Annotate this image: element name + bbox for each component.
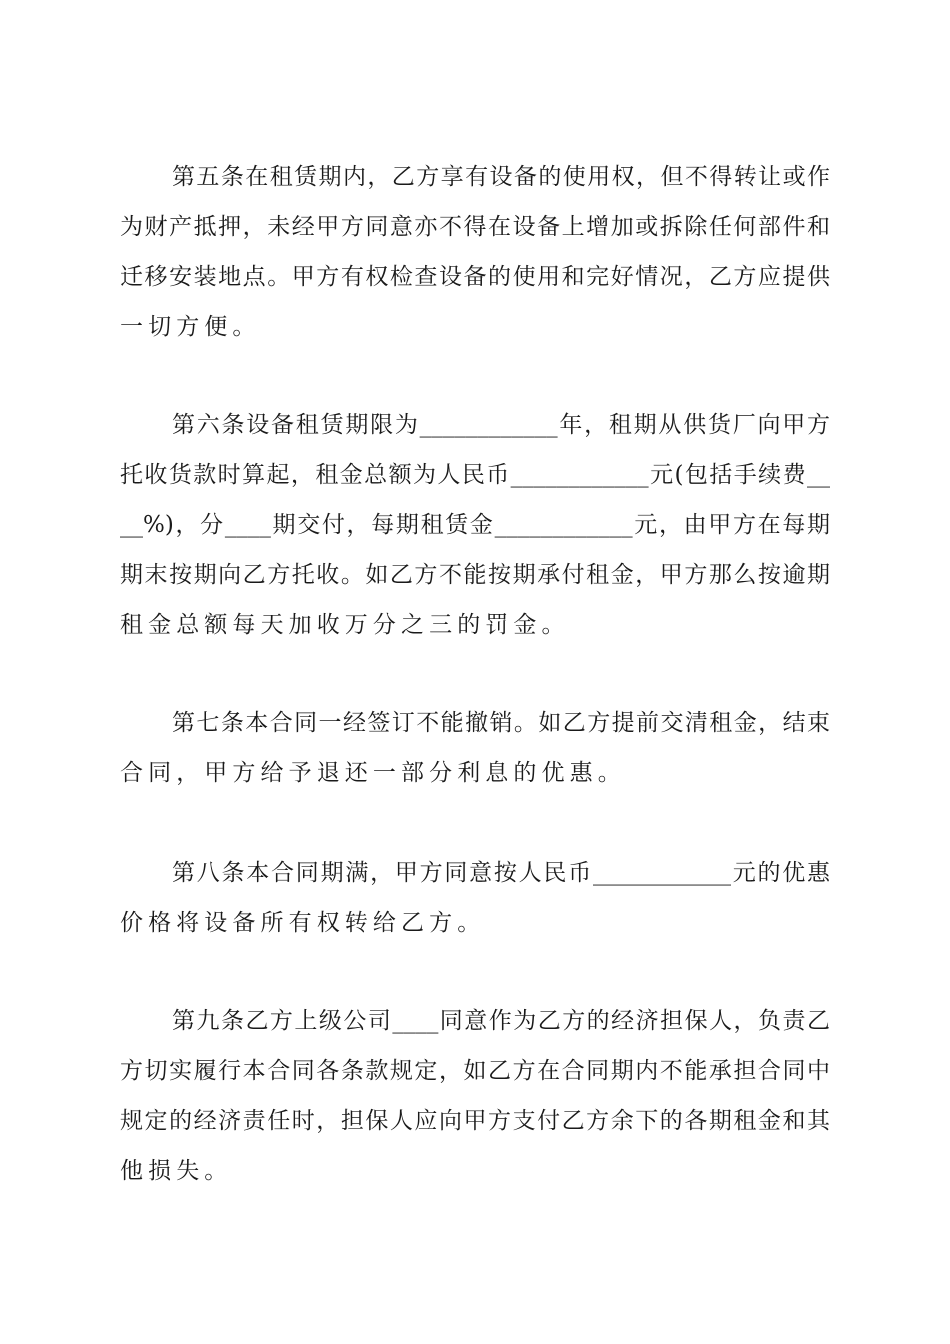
article-5-line-2: 为财产抵押，未经甲方同意亦不得在设备上增加或拆除任何部件和: [120, 214, 830, 240]
article-9-line-3: 规定的经济责任时，担保人应向甲方支付乙方余下的各期租金和其: [120, 1108, 830, 1134]
article-6-line-5: 租金总额每天加收万分之三的罚金。: [120, 612, 570, 638]
article-5-line-4: 一切方便。: [120, 314, 261, 340]
article-9-line-4: 他损失。: [120, 1158, 233, 1184]
article-6-line-1: 第六条设备租赁期限为____________年，租期从供货厂向甲方: [172, 412, 830, 438]
article-9-line-2: 方切实履行本合同各条款规定，如乙方在合同期内不能承担合同中: [120, 1058, 830, 1084]
article-8-line-1: 第八条本合同期满，甲方同意按人民币____________元的优惠: [172, 860, 830, 886]
article-9-line-1: 第九条乙方上级公司____同意作为乙方的经济担保人，负责乙: [172, 1008, 830, 1034]
article-6-line-2: 托收货款时算起，租金总额为人民币____________元(包括手续费__: [120, 462, 830, 488]
article-7-line-2: 合同，甲方给予退还一部分利息的优惠。: [120, 760, 626, 786]
article-5-line-1: 第五条在租赁期内，乙方享有设备的使用权，但不得转让或作: [172, 164, 830, 190]
article-6-line-4: 期末按期向乙方托收。如乙方不能按期承付租金，甲方那么按逾期: [120, 562, 830, 588]
article-7-line-1: 第七条本合同一经签订不能撤销。如乙方提前交清租金，结束: [172, 710, 830, 736]
article-8-line-2: 价格将设备所有权转给乙方。: [120, 910, 486, 936]
article-5-line-3: 迁移安装地点。甲方有权检查设备的使用和完好情况，乙方应提供: [120, 264, 830, 290]
article-6-line-3: __%)，分____期交付，每期租赁金____________元，由甲方在每期: [120, 512, 830, 538]
